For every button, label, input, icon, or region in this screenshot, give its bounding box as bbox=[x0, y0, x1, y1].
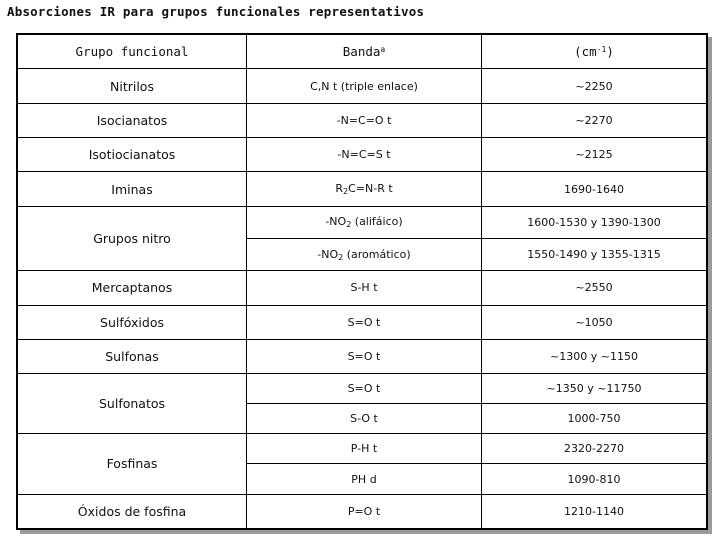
table-row bbox=[18, 69, 707, 103]
value-cell: 1210-1140 bbox=[482, 494, 707, 528]
band-cell: S=O t bbox=[247, 374, 482, 404]
band-cell: S=O t bbox=[247, 339, 482, 373]
group-cell: Isocianatos bbox=[18, 103, 247, 137]
value-cell: ~1350 y ~11750 bbox=[482, 374, 707, 404]
band-cell: S-O t bbox=[247, 404, 482, 434]
header-unit-exp: -1 bbox=[596, 45, 607, 55]
band-cell bbox=[247, 206, 482, 238]
group-cell: Isotiocianatos bbox=[18, 138, 247, 172]
table-row bbox=[18, 305, 707, 339]
group-cell: Mercaptanos bbox=[18, 271, 247, 305]
group-cell: Óxidos de fosfina bbox=[18, 494, 247, 528]
value-cell: 1090-810 bbox=[482, 464, 707, 494]
group-cell: Sulfonas bbox=[18, 339, 247, 373]
band-subscript: 2 bbox=[338, 252, 344, 262]
group-cell: Sulfóxidos bbox=[18, 305, 247, 339]
value-cell: 1690-1640 bbox=[482, 172, 707, 206]
table-header-row bbox=[18, 35, 707, 69]
band-cell: P-H t bbox=[247, 434, 482, 464]
band-cell: -N=C=S t bbox=[247, 138, 482, 172]
header-band bbox=[247, 35, 482, 69]
table-row bbox=[18, 271, 707, 305]
value-cell: ~2270 bbox=[482, 103, 707, 137]
band-subscript: 2 bbox=[343, 187, 349, 197]
group-cell: Iminas bbox=[18, 172, 247, 206]
table-row bbox=[18, 138, 707, 172]
ir-absorption-table-frame bbox=[16, 33, 708, 530]
table-row bbox=[18, 374, 707, 404]
table-row bbox=[18, 172, 707, 206]
table-row bbox=[18, 206, 707, 238]
band-text: -NO bbox=[325, 215, 347, 229]
value-cell: ~1300 y ~1150 bbox=[482, 339, 707, 373]
header-band-sup: a bbox=[380, 45, 386, 55]
value-cell: ~1050 bbox=[482, 305, 707, 339]
band-cell: PH d bbox=[247, 464, 482, 494]
table-row bbox=[18, 494, 707, 528]
band-text: (alifáico) bbox=[351, 215, 403, 229]
value-cell: ~2250 bbox=[482, 69, 707, 103]
band-subscript: 2 bbox=[346, 220, 352, 230]
header-unit-suffix: ) bbox=[606, 44, 614, 60]
band-cell: S-H t bbox=[247, 271, 482, 305]
ir-absorption-table bbox=[17, 34, 707, 529]
header-band-label: Banda bbox=[342, 44, 381, 60]
band-text: R bbox=[335, 182, 343, 196]
group-cell: Fosfinas bbox=[18, 434, 247, 494]
band-cell bbox=[247, 172, 482, 206]
value-cell: 1600-1530 y 1390-1300 bbox=[482, 206, 707, 238]
value-cell: 1000-750 bbox=[482, 404, 707, 434]
table-row bbox=[18, 434, 707, 464]
header-group: Grupo funcional bbox=[18, 35, 247, 69]
value-cell: ~2125 bbox=[482, 138, 707, 172]
value-cell: ~2550 bbox=[482, 271, 707, 305]
band-text: C=N-R t bbox=[348, 182, 393, 196]
group-cell: Nitrilos bbox=[18, 69, 247, 103]
band-cell: P=O t bbox=[247, 494, 482, 528]
header-unit bbox=[482, 35, 707, 69]
group-cell: Grupos nitro bbox=[18, 206, 247, 270]
table-row bbox=[18, 103, 707, 137]
value-cell: 1550-1490 y 1355-1315 bbox=[482, 239, 707, 271]
page-title: Absorciones IR para grupos funcionales representativos bbox=[7, 4, 425, 19]
header-unit-prefix: (cm bbox=[574, 44, 597, 60]
band-text: (aromático) bbox=[343, 247, 411, 261]
band-cell: C,N t (triple enlace) bbox=[247, 69, 482, 103]
band-cell: S=O t bbox=[247, 305, 482, 339]
table-row bbox=[18, 339, 707, 373]
band-text: -NO bbox=[317, 247, 339, 261]
band-cell bbox=[247, 239, 482, 271]
value-cell: 2320-2270 bbox=[482, 434, 707, 464]
band-cell: -N=C=O t bbox=[247, 103, 482, 137]
group-cell: Sulfonatos bbox=[18, 374, 247, 434]
